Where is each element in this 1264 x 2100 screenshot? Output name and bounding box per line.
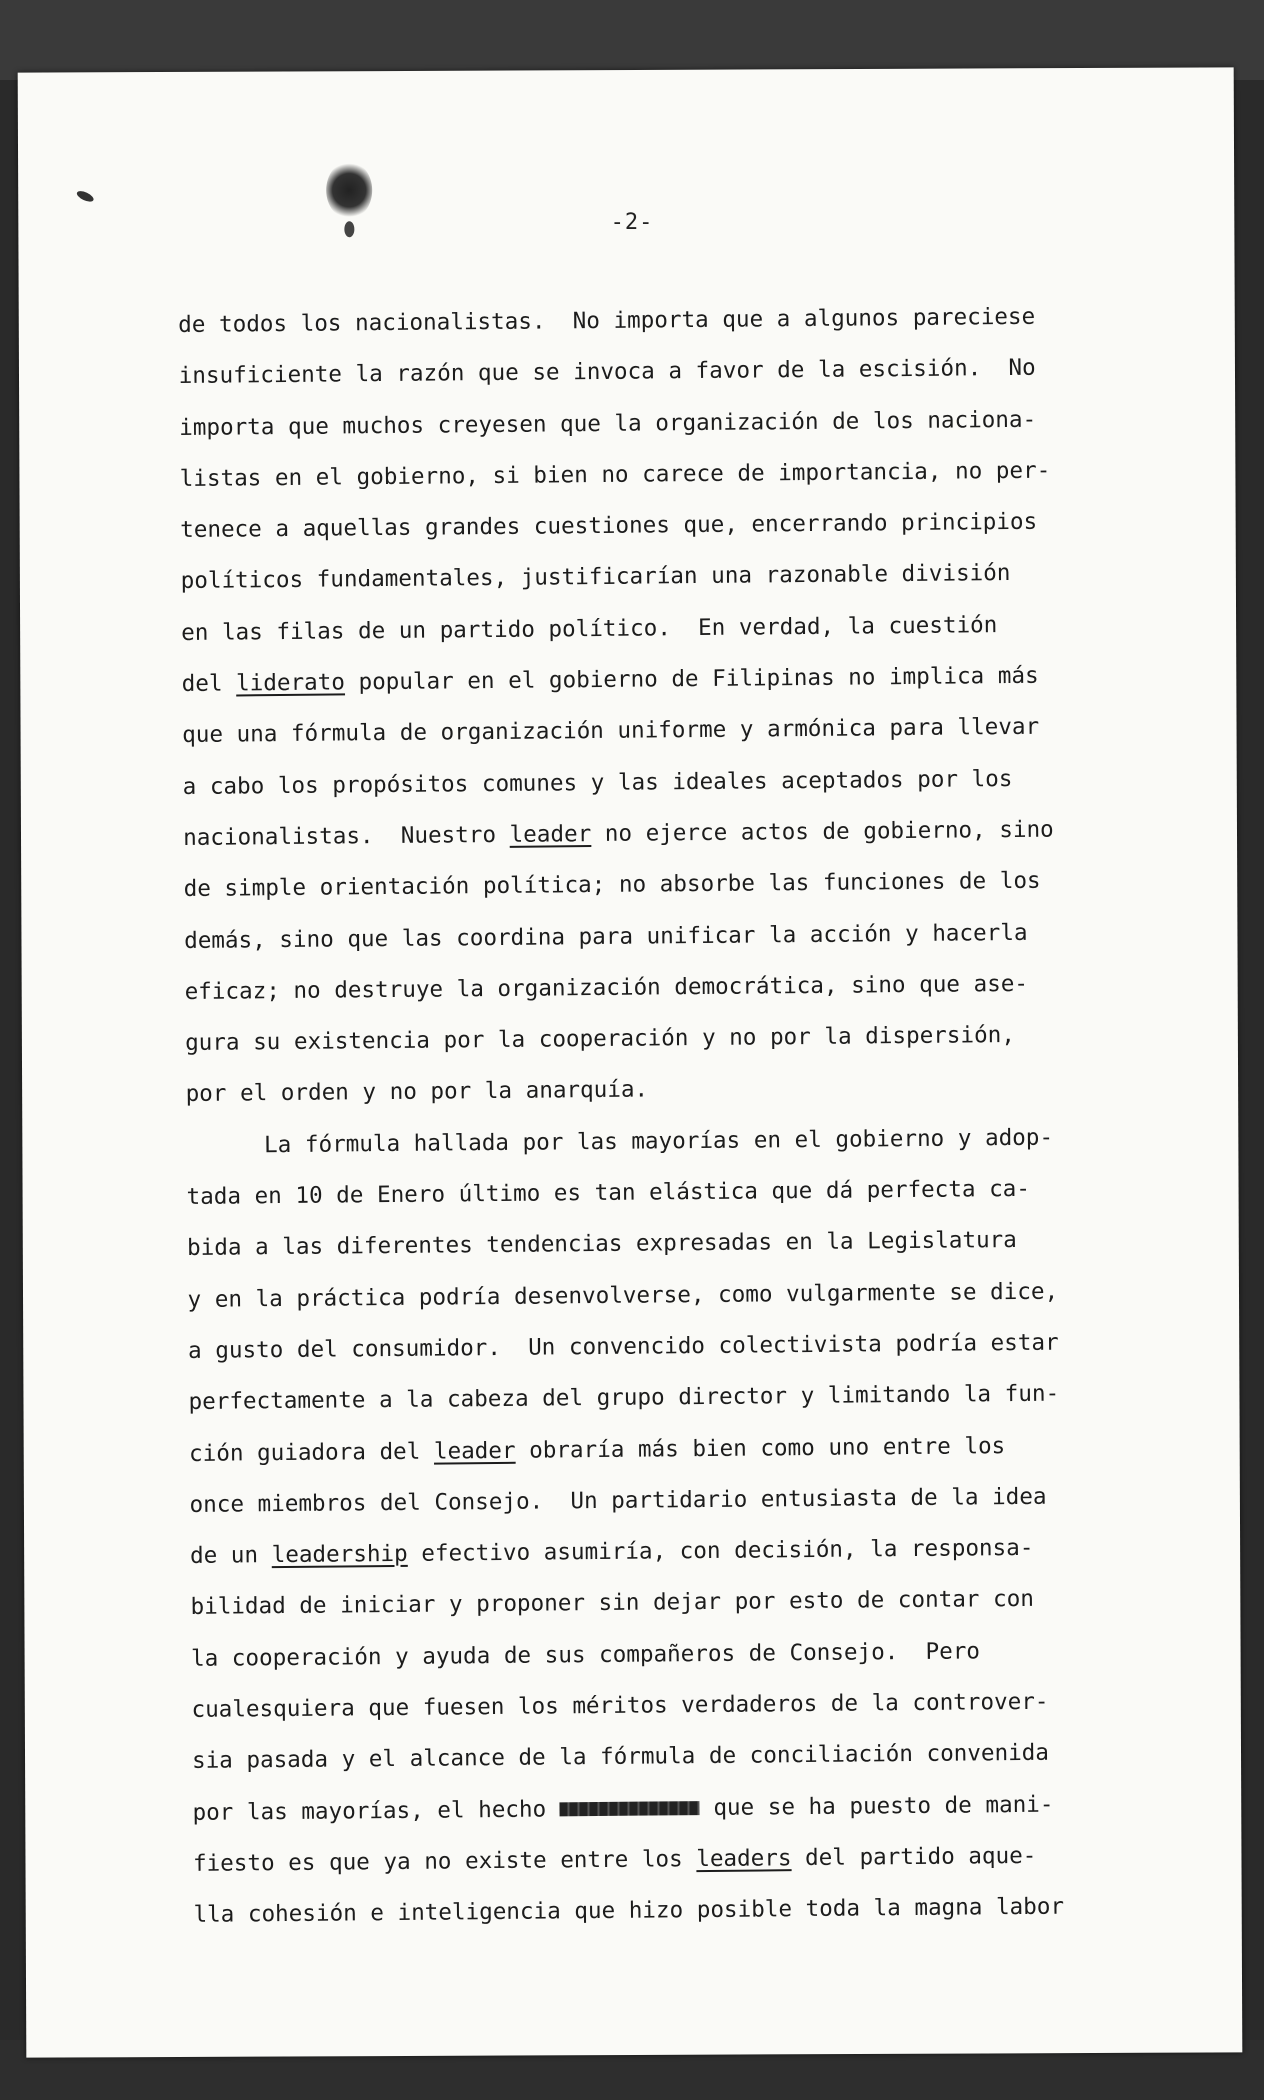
text-line: importa que muchos creyesen que la organización de los naciona- bbox=[179, 406, 1037, 441]
text-line: eficaz; no destruye la organización democrática, sino que ase- bbox=[184, 970, 1029, 1005]
text-line: listas en el gobierno, si bien no carece de importancia, no per- bbox=[179, 457, 1051, 492]
paragraph-1 bbox=[178, 290, 1176, 1120]
struck-out-word bbox=[560, 1801, 700, 1816]
document-body bbox=[178, 290, 1184, 1941]
text-line: bilidad de iniciar y proponer sin dejar por esto de contar con bbox=[190, 1586, 1035, 1621]
text-line: cualesquiera que fuesen los méritos verdaderos de la controver- bbox=[191, 1688, 1049, 1723]
text-line: del liderato popular en el gobierno de Filipinas no implica más bbox=[181, 662, 1039, 698]
ink-mark bbox=[75, 189, 95, 204]
text-line: gura su existencia por la cooperación y no por la dispersión, bbox=[185, 1022, 1015, 1057]
underlined-word: leader bbox=[433, 1437, 516, 1465]
text-line: ción guiadora del leader obraría más bien como uno entre los bbox=[188, 1432, 1006, 1467]
text-line: por las mayorías, el hecho que se ha puesto de mani- bbox=[192, 1791, 1054, 1826]
underlined-word: leadership bbox=[271, 1540, 408, 1569]
underlined-word: leader bbox=[509, 821, 592, 848]
text-line: sia pasada y el alcance de la fórmula de conciliación convenida bbox=[191, 1740, 1050, 1775]
text-line: y en la práctica podría desenvolverse, como vulgarmente se dice, bbox=[187, 1278, 1059, 1313]
text-line: por el orden y no por la anarquía. bbox=[185, 1076, 649, 1108]
underlined-word: liderato bbox=[235, 669, 346, 697]
text-line: de simple orientación política; no absorbe las funciones de los bbox=[183, 868, 1041, 903]
underlined-word: leaders bbox=[696, 1845, 792, 1873]
text-line: en las filas de un partido político. En verdad, la cuestión bbox=[181, 611, 998, 646]
text-line: fiesto es que ya no existe entre los leaders del partido aque- bbox=[192, 1842, 1037, 1877]
text-line: La fórmula hallada por las mayorías en el gobierno y adop- bbox=[263, 1124, 1054, 1158]
text-line: que una fórmula de organización uniforme y armónica para llevar bbox=[182, 714, 1040, 749]
text-line: perfectamente a la cabeza del grupo director y limitando la fun- bbox=[188, 1380, 1060, 1416]
page-number: -2- bbox=[610, 210, 654, 235]
text-line: nacionalistas. Nuestro leader no ejerce actos de gobierno, sino bbox=[183, 816, 1054, 851]
text-line: de todos los nacionalistas. No importa que a algunos pareciese bbox=[178, 303, 1036, 338]
text-line: insuficiente la razón que se invoca a favor de la escisión. No bbox=[178, 355, 1036, 390]
text-line: demás, sino que las coordina para unificar la acción y hacerla bbox=[184, 919, 1028, 954]
text-line: lla cohesión e inteligencia que hizo posible toda la magna labor bbox=[193, 1893, 1065, 1929]
text-line: once miembros del Consejo. Un partidario entusiasta de la idea bbox=[189, 1483, 1047, 1518]
text-line: a gusto del consumidor. Un convencido colectivista podría estar bbox=[187, 1329, 1059, 1364]
text-line: de un leadership efectivo asumiría, con decisión, la responsa- bbox=[189, 1534, 1034, 1570]
text-line: bida a las diferentes tendencias expresadas en la Legislatura bbox=[186, 1227, 1017, 1262]
paragraph-2 bbox=[186, 1111, 1184, 1941]
text-line: a cabo los propósitos comunes y las ideales aceptados por los bbox=[182, 765, 1013, 800]
text-line: la cooperación y ayuda de sus compañeros de Consejo. Pero bbox=[190, 1638, 981, 1672]
text-line: políticos fundamentales, justificarían una razonable división bbox=[180, 560, 1011, 595]
text-line: tenece a aquellas grandes cuestiones que, encerrando principios bbox=[180, 508, 1038, 544]
text-line: tada en 10 de Enero último es tan elástica que dá perfecta ca- bbox=[186, 1175, 1031, 1211]
